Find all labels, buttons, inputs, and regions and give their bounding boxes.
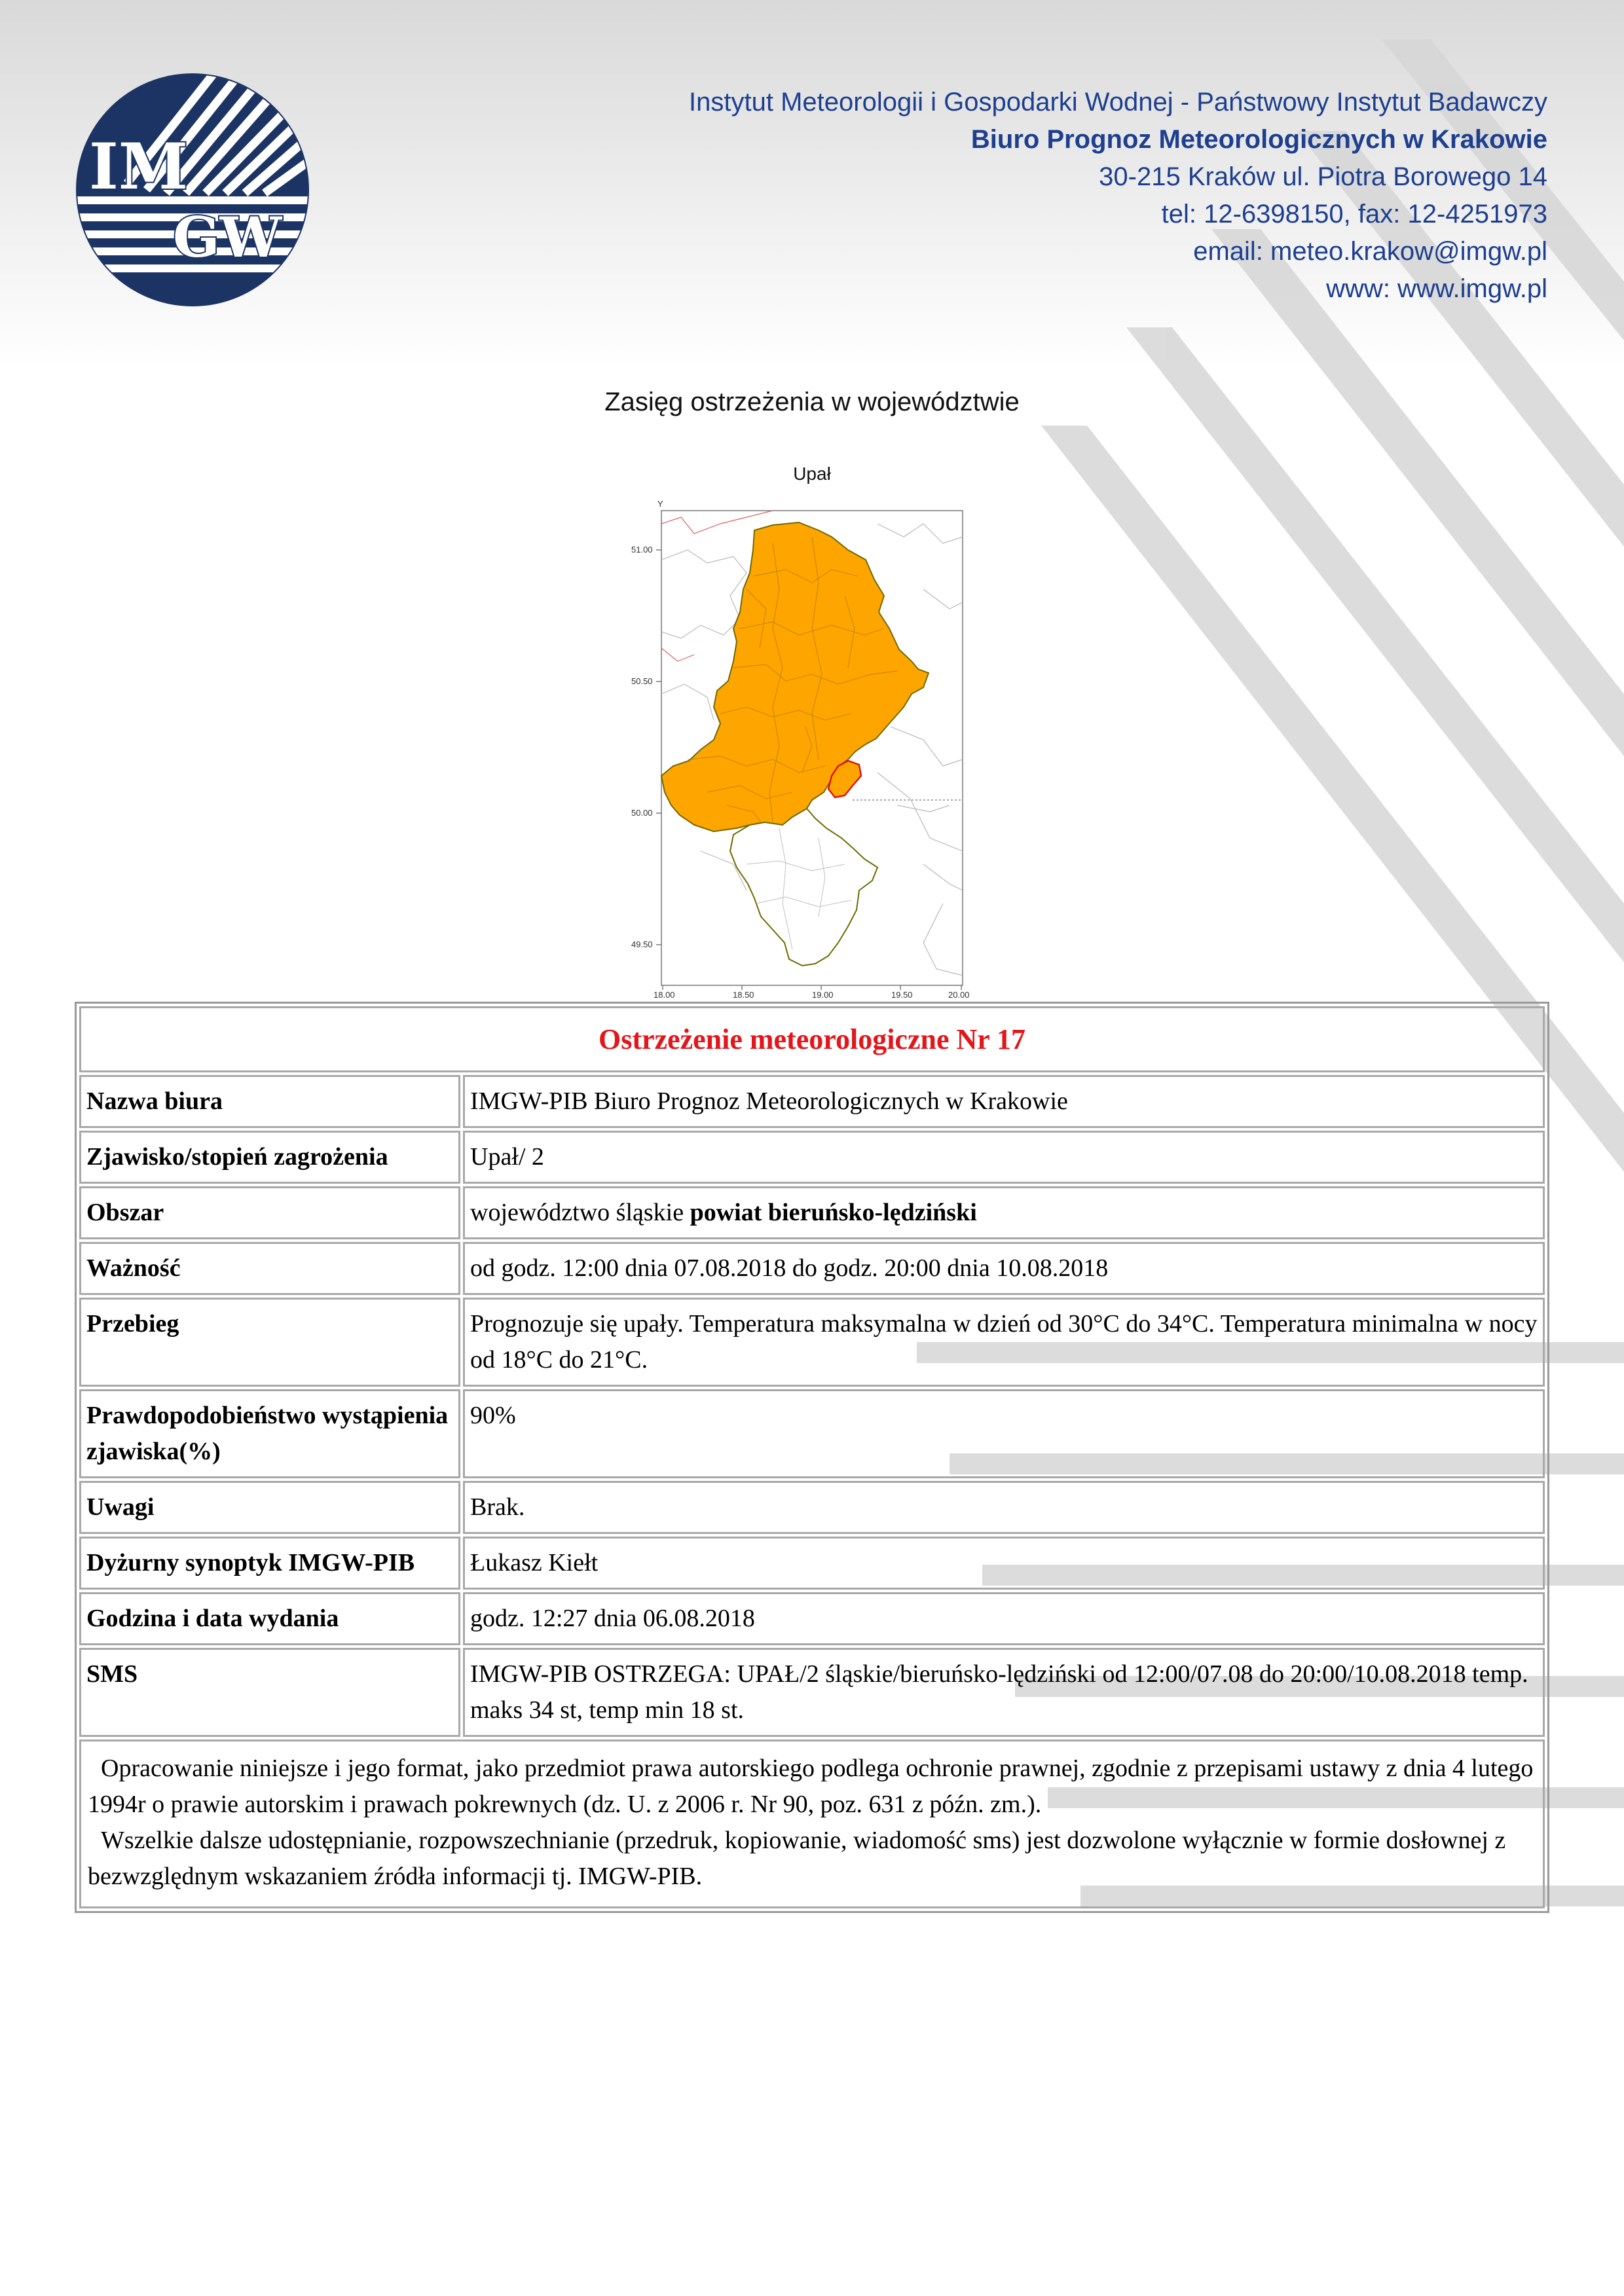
warning-table bbox=[75, 1002, 1549, 1913]
row-label-course: Przebieg bbox=[79, 1298, 460, 1387]
lon-tick-label: 19.50 bbox=[891, 990, 913, 1000]
copyright-paragraph: Opracowanie niniejsze i jego format, jako przedmiot prawa autorskiego podlega ochronie prawnej, zgodnie z przepisami ustawy z dnia 4 lutego 1994r o prawie autorskim i prawach pokrewnych (dz. U. z 2006 r. Nr 90, poz. 631 z późn. zm.). bbox=[88, 1755, 1534, 1818]
table-row bbox=[79, 1298, 1545, 1387]
lon-tick-label: 18.00 bbox=[654, 990, 675, 1000]
lon-tick-label: 18.50 bbox=[733, 990, 754, 1000]
row-label-area: Obszar bbox=[79, 1186, 460, 1239]
table-row bbox=[79, 1389, 1545, 1478]
row-value-remarks: Brak. bbox=[463, 1481, 1545, 1534]
row-label-forecaster: Dyżurny synoptyk IMGW-PIB bbox=[79, 1537, 460, 1590]
row-value-issued: godz. 12:27 dnia 06.08.2018 bbox=[463, 1592, 1545, 1645]
row-value-office: IMGW-PIB Biuro Prognoz Meteorologicznych w Krakowie bbox=[463, 1075, 1545, 1128]
lat-tick-label: 51.00 bbox=[631, 545, 653, 555]
row-label-office: Nazwa biura bbox=[79, 1075, 460, 1128]
row-label-phenomenon: Zjawisko/stopień zagrożenia bbox=[79, 1131, 460, 1184]
institute-header bbox=[689, 84, 1547, 308]
row-value-probability: 90% bbox=[463, 1389, 1545, 1478]
lat-tick-label: 50.00 bbox=[631, 808, 653, 818]
imgw-logo bbox=[75, 72, 310, 308]
warning-title: Ostrzeżenie meteorologiczne Nr 17 bbox=[79, 1006, 1545, 1072]
row-label-remarks: Uwagi bbox=[79, 1481, 460, 1534]
warning-title-row bbox=[79, 1006, 1545, 1072]
area-county: powiat bieruńsko-lędziński bbox=[690, 1199, 977, 1226]
row-label-issued: Godzina i data wydania bbox=[79, 1592, 460, 1645]
table-row bbox=[79, 1075, 1545, 1128]
row-label-sms: SMS bbox=[79, 1648, 460, 1737]
map-axis-y-letter: Y bbox=[657, 499, 663, 509]
lat-tick-label: 50.50 bbox=[631, 676, 653, 686]
row-value-area bbox=[463, 1186, 1545, 1239]
copyright-paragraph: Wszelkie dalsze udostępnianie, rozpowszechnianie (przedruk, kopiowanie, wiadomość sms) jest dozwolone wyłącznie w formie dosłownej z bezwzględnym wskazaniem źródła informacji tj. IMGW-PIB. bbox=[88, 1827, 1506, 1890]
lat-tick-label: 49.50 bbox=[631, 939, 653, 949]
office-phone: tel: 12-6398150, fax: 12-4251973 bbox=[1161, 200, 1547, 228]
lon-tick-label: 20.00 bbox=[948, 990, 970, 1000]
row-value-validity: od godz. 12:00 dnia 07.08.2018 do godz. 20:00 dnia 10.08.2018 bbox=[463, 1242, 1545, 1295]
row-value-course: Prognozuje się upały. Temperatura maksymalna w dzień od 30°C do 34°C. Temperatura minimalna w nocy od 18°C do 21°C. bbox=[463, 1298, 1545, 1387]
table-row bbox=[79, 1592, 1545, 1645]
table-row bbox=[79, 1537, 1545, 1590]
svg-text:GW: GW bbox=[173, 205, 282, 270]
area-voivodeship: województwo śląskie bbox=[470, 1199, 684, 1226]
table-row bbox=[79, 1131, 1545, 1184]
table-row bbox=[79, 1186, 1545, 1239]
row-label-probability: Prawdopodobieństwo wystąpienia zjawiska(%) bbox=[79, 1389, 460, 1478]
map-caption: Zasięg ostrzeżenia w województwie bbox=[604, 388, 1020, 416]
row-value-phenomenon: Upał/ 2 bbox=[463, 1131, 1545, 1184]
map-title: Upał bbox=[793, 464, 831, 484]
office-address: 30-215 Kraków ul. Piotra Borowego 14 bbox=[1099, 162, 1547, 191]
row-label-validity: Ważność bbox=[79, 1242, 460, 1295]
office-email[interactable]: email: meteo.krakow@imgw.pl bbox=[1193, 237, 1547, 266]
warning-map bbox=[616, 498, 1008, 1002]
office-www[interactable]: www: www.imgw.pl bbox=[1326, 274, 1547, 303]
row-value-forecaster: Łukasz Kiełt bbox=[463, 1537, 1545, 1590]
institute-name: Instytut Meteorologii i Gospodarki Wodnej - Państwowy Instytut Badawczy bbox=[689, 88, 1547, 117]
copyright-row bbox=[79, 1740, 1545, 1908]
table-row bbox=[79, 1242, 1545, 1295]
table-row bbox=[79, 1481, 1545, 1534]
office-name: Biuro Prognoz Meteorologicznych w Krakowie bbox=[970, 125, 1547, 154]
lon-tick-label: 19.00 bbox=[812, 990, 834, 1000]
table-row bbox=[79, 1648, 1545, 1737]
copyright-note bbox=[79, 1740, 1545, 1908]
svg-text:IM: IM bbox=[89, 130, 189, 204]
row-value-sms: IMGW-PIB OSTRZEGA: UPAŁ/2 śląskie/bieruńsko-lędziński od 12:00/07.08 do 20:00/10.08.2018 temp. maks 34 st, temp min 18 st. bbox=[463, 1648, 1545, 1737]
